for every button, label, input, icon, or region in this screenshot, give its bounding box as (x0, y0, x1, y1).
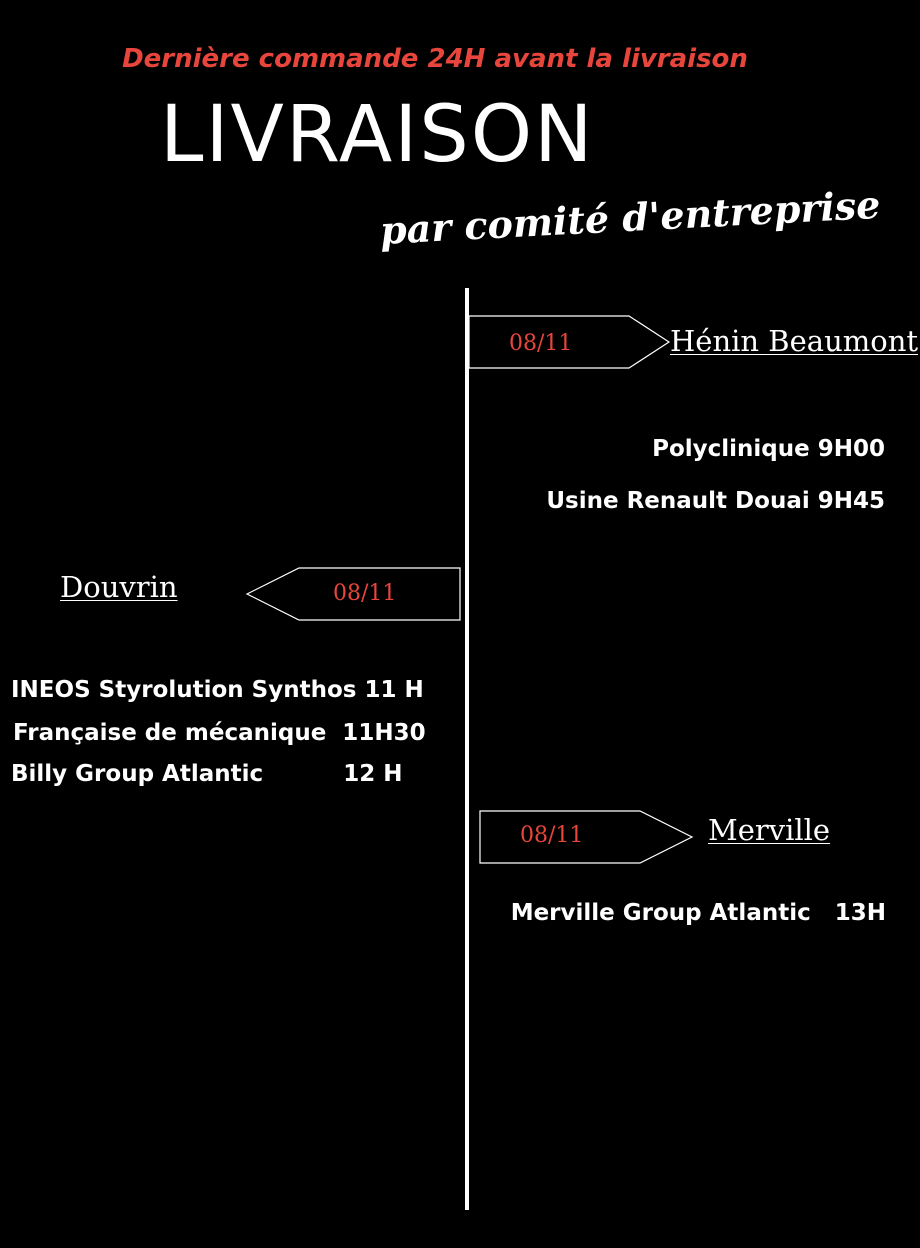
order-deadline-notice: Dernière commande 24H avant la livraison (122, 44, 748, 74)
delivery-date: 08/11 (333, 581, 397, 606)
delivery-stop: Française de mécanique 11H30 (13, 720, 426, 746)
delivery-stop: Usine Renault Douai 9H45 (546, 488, 885, 514)
delivery-stop: Merville Group Atlantic 13H (510, 900, 886, 926)
page-subtitle: par comité d'entreprise (378, 181, 882, 253)
date-tag-right-arrow (480, 810, 700, 864)
city-name: Merville (708, 813, 831, 847)
city-name: Douvrin (60, 570, 178, 604)
delivery-stop: INEOS Styrolution Synthos 11 H (11, 677, 424, 703)
city-name: Hénin Beaumont (670, 324, 919, 358)
delivery-date: 08/11 (520, 823, 584, 848)
date-tag-left-arrow (247, 567, 467, 621)
delivery-stop: Polyclinique 9H00 (652, 436, 885, 462)
page-title: LIVRAISON (160, 90, 595, 180)
delivery-date: 08/11 (509, 331, 573, 356)
timeline-line (465, 288, 469, 1210)
date-tag-right-arrow (469, 315, 689, 369)
delivery-stop: Billy Group Atlantic 12 H (11, 761, 403, 787)
arrow-right-shape (480, 810, 692, 864)
